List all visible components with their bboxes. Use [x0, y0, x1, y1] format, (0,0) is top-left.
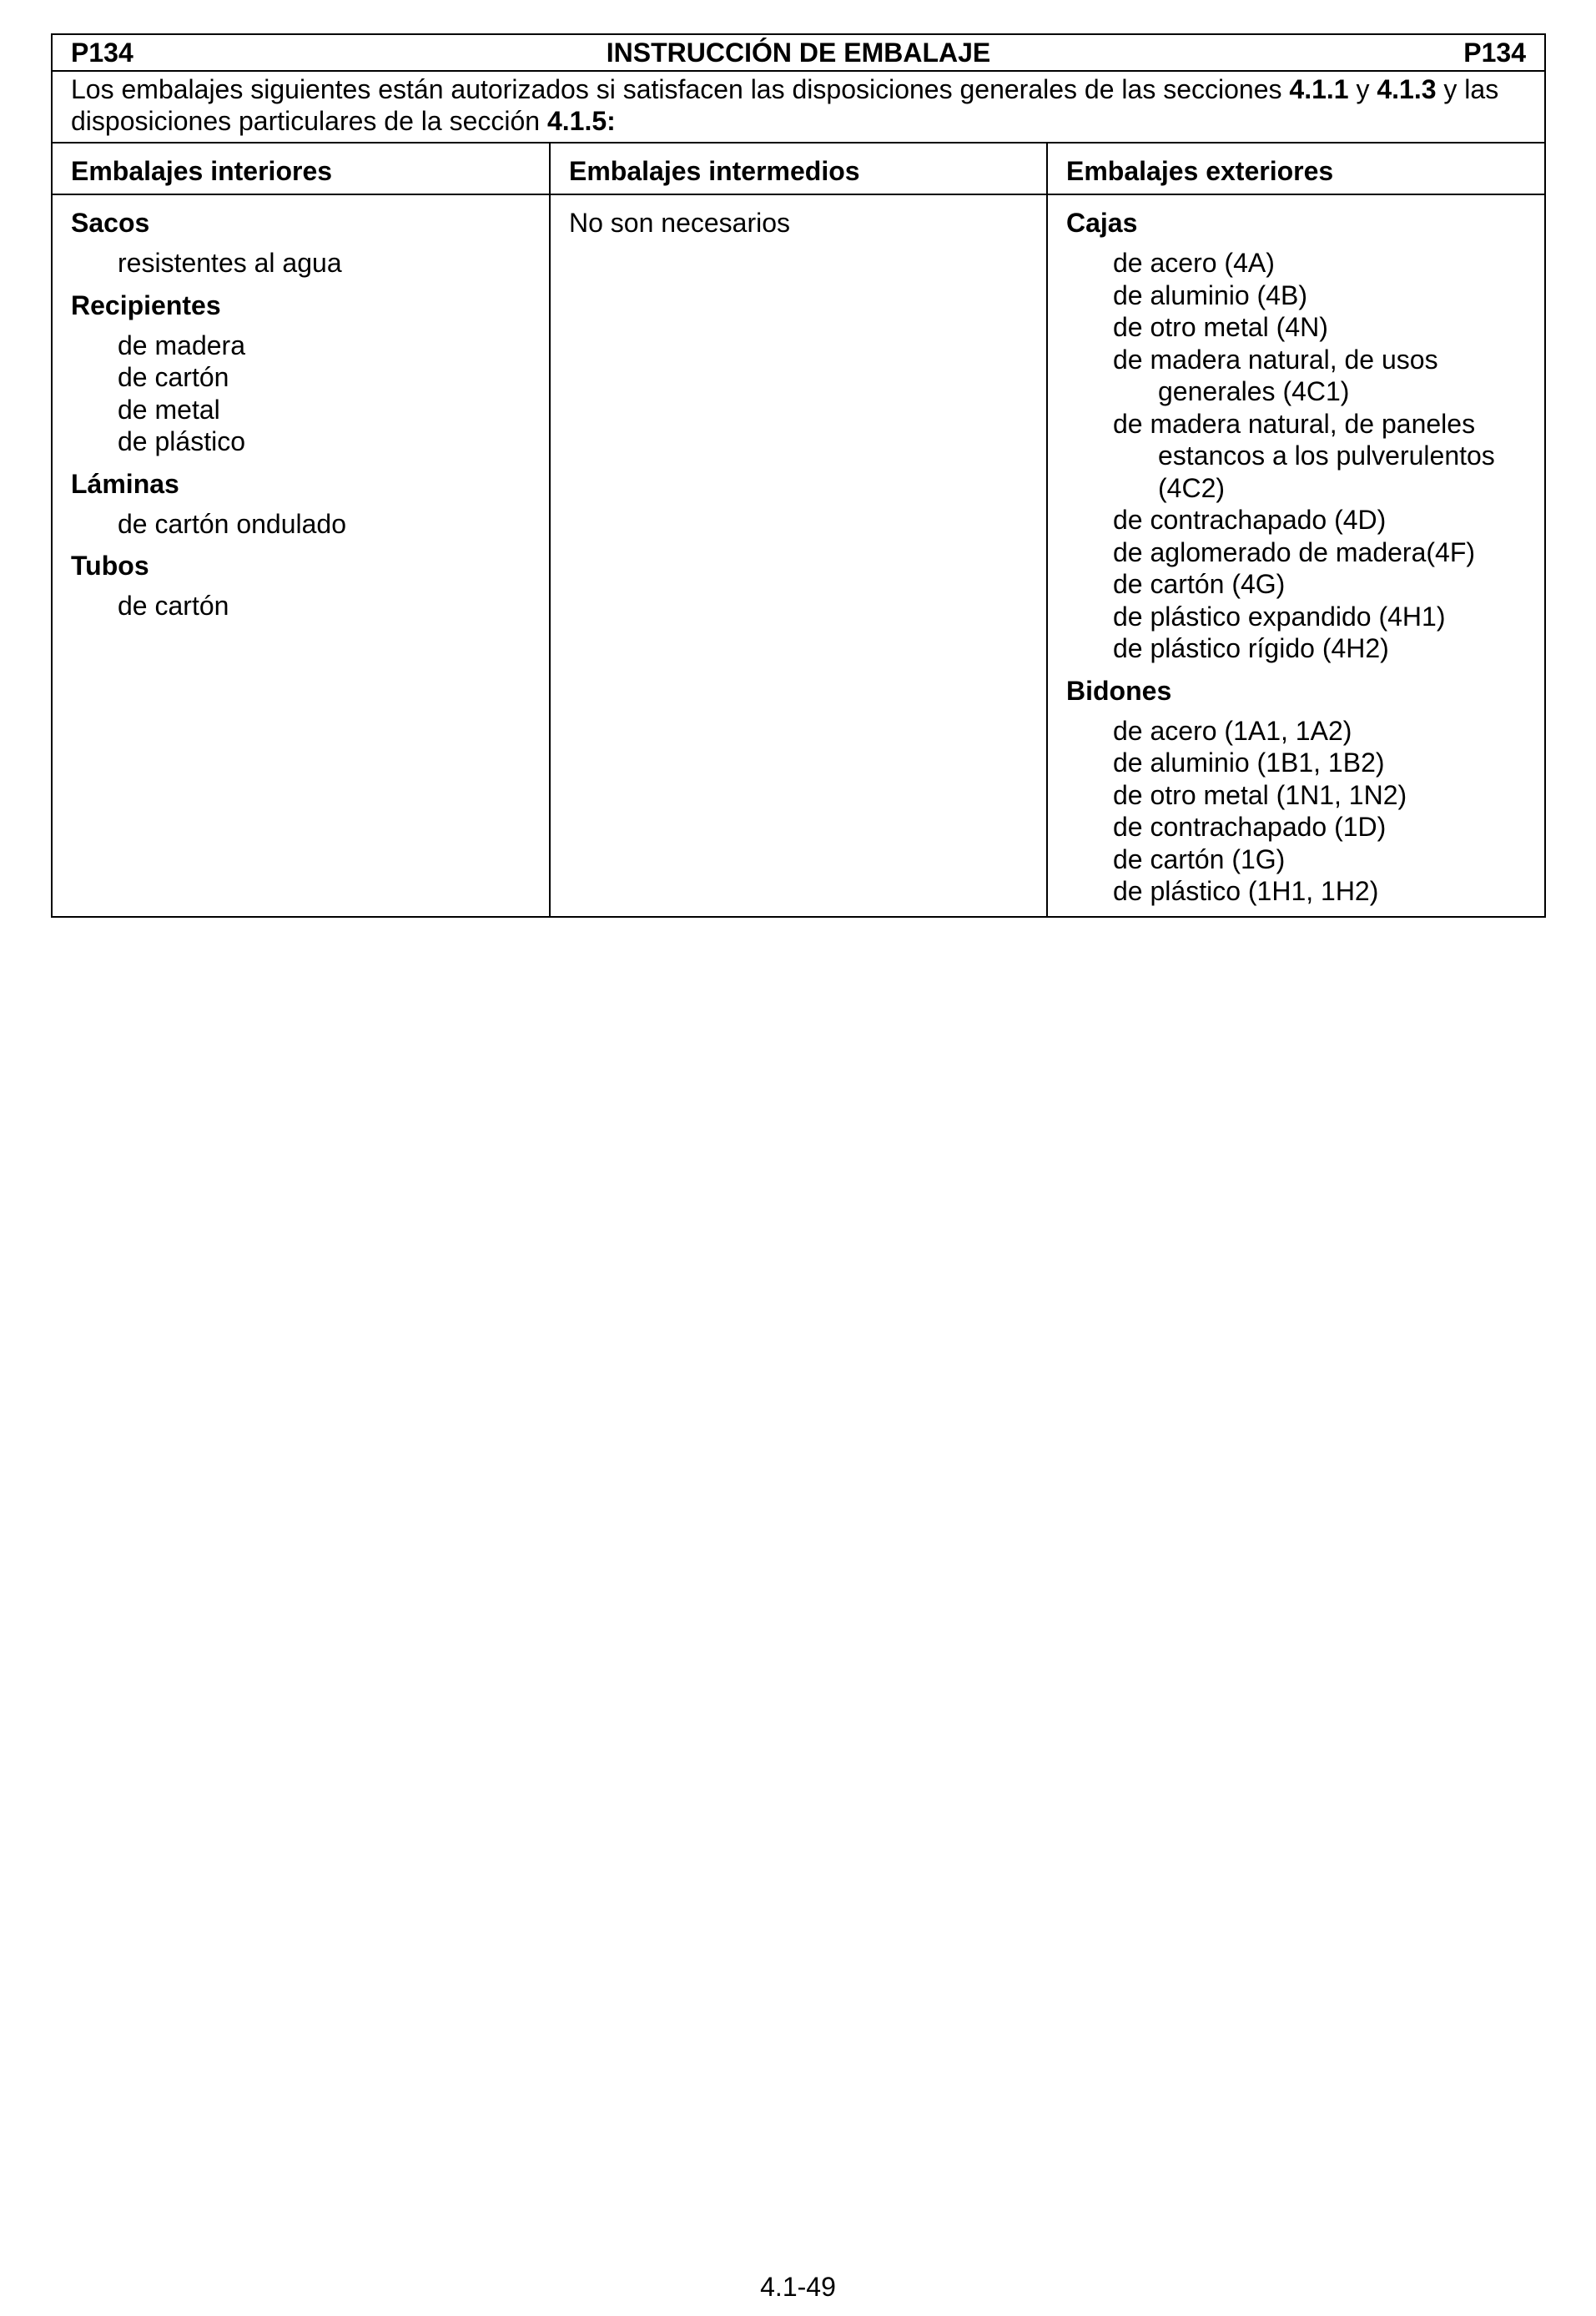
group-title-bidones: Bidones — [1066, 675, 1172, 706]
group-title-laminas: Láminas — [71, 468, 179, 499]
list-item: de aluminio (4B) — [1113, 279, 1307, 310]
list-item-continuation: estancos a los pulverulentos — [1158, 441, 1495, 471]
intro-paragraph — [52, 71, 1545, 143]
list-item: de acero (1A1, 1A2) — [1113, 715, 1352, 746]
list-item: de cartón ondulado — [118, 508, 346, 539]
list-item: de contrachapado (4D) — [1113, 505, 1387, 535]
instruction-title: INSTRUCCIÓN DE EMBALAJE — [606, 38, 991, 68]
intermediate-not-required-text: No son necesarios — [569, 208, 791, 238]
content-row — [52, 194, 1545, 917]
column-header-inner: Embalajes interiores — [52, 143, 550, 194]
list-item: de aglomerado de madera(4F) — [1113, 536, 1476, 567]
instruction-code-left: P134 — [71, 38, 133, 68]
list-item: resistentes al agua — [118, 248, 342, 278]
page-number: 4.1-49 — [760, 2272, 836, 2302]
list-item: de otro metal (4N) — [1113, 312, 1328, 342]
group-title-cajas: Cajas — [1066, 208, 1138, 238]
list-item-line: de madera natural, de paneles — [1113, 408, 1476, 439]
list-item: de madera — [118, 330, 245, 360]
instruction-code-right: P134 — [1463, 38, 1526, 68]
group-title-tubos: Tubos — [71, 551, 149, 581]
list-item — [1066, 408, 1526, 505]
instruction-header-row — [52, 34, 1545, 71]
list-item: de acero (4A) — [1113, 248, 1275, 278]
list-item: de cartón — [118, 591, 229, 621]
intro-ref-413: 4.1.3 — [1377, 74, 1437, 104]
intro-text-part2: y — [1348, 74, 1377, 104]
intermediate-packagings-cell — [550, 194, 1047, 917]
list-item: de cartón (4G) — [1113, 569, 1286, 599]
list-item: de otro metal (1N1, 1N2) — [1113, 779, 1407, 810]
list-item: de plástico — [118, 426, 245, 456]
list-item: de cartón (1G) — [1113, 843, 1286, 874]
group-title-sacos: Sacos — [71, 208, 150, 238]
list-item-continuation: generales (4C1) — [1158, 376, 1350, 406]
intro-text-part3: y las disposiciones particulares de la sección — [71, 74, 1499, 136]
column-header-row — [52, 143, 1545, 194]
list-item — [1066, 344, 1526, 408]
list-item: de plástico rígido (4H2) — [1113, 633, 1389, 663]
instruction-header-cell — [52, 34, 1545, 71]
intro-ref-415: 4.1.5: — [546, 106, 616, 136]
inner-packagings-cell — [52, 194, 550, 917]
list-item-continuation: (4C2) — [1158, 472, 1226, 503]
intro-text-part1: Los embalajes siguientes están autorizados si satisfacen las disposiciones generales de las secciones — [71, 74, 1290, 104]
column-header-outer: Embalajes exteriores — [1047, 143, 1545, 194]
list-item: de aluminio (1B1, 1B2) — [1113, 748, 1385, 778]
list-item: de plástico (1H1, 1H2) — [1113, 876, 1379, 906]
packing-instruction-table — [51, 33, 1546, 918]
intro-row — [52, 71, 1545, 143]
outer-packagings-cell — [1047, 194, 1545, 917]
list-item: de contrachapado (1D) — [1113, 812, 1387, 842]
group-title-recipientes: Recipientes — [71, 290, 221, 320]
list-item: de cartón — [118, 362, 229, 392]
list-item: de metal — [118, 394, 220, 425]
list-item: de plástico expandido (4H1) — [1113, 601, 1446, 632]
column-header-intermediate: Embalajes intermedios — [550, 143, 1047, 194]
intro-ref-411: 4.1.1 — [1289, 74, 1349, 104]
list-item-line: de madera natural, de usos — [1113, 344, 1438, 375]
